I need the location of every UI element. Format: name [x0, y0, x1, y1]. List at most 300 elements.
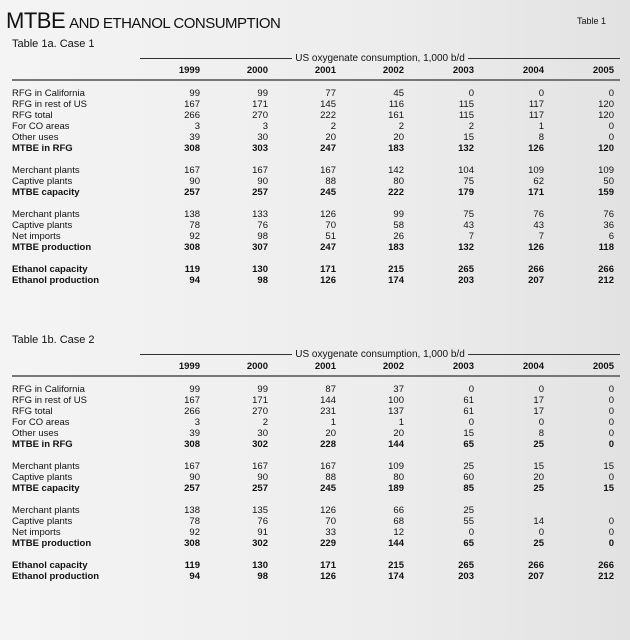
- title-main: MTBE: [6, 8, 66, 33]
- column-header-2000: 2000: [246, 65, 268, 76]
- row-value-2002: 137: [388, 406, 404, 417]
- row-value-2005: 0: [608, 406, 614, 417]
- row-value-2004: 25: [533, 439, 544, 450]
- row-value-2001: 145: [320, 99, 336, 110]
- row-value-2000: 30: [257, 132, 268, 143]
- row-value-2003: 0: [468, 384, 474, 395]
- row-value-2001: 51: [325, 231, 336, 242]
- row-value-2003: 265: [458, 560, 474, 571]
- row-label: MTBE in RFG: [12, 439, 73, 450]
- row-value-2005: 76: [603, 209, 614, 220]
- spanner-rule: [140, 58, 292, 59]
- row-value-2003: 0: [468, 88, 474, 99]
- row-value-2002: 37: [393, 384, 404, 395]
- table-row: [0, 428, 630, 439]
- row-value-2000: 270: [252, 406, 268, 417]
- row-label: Captive plants: [12, 472, 73, 483]
- row-value-2003: 43: [463, 220, 474, 231]
- row-value-2000: 76: [257, 516, 268, 527]
- row-value-2003: 25: [463, 461, 474, 472]
- header-rule: [12, 79, 620, 81]
- row-value-2002: 12: [393, 527, 404, 538]
- row-value-2003: 15: [463, 132, 474, 143]
- row-value-2000: 257: [252, 187, 268, 198]
- row-value-2004: 15: [533, 461, 544, 472]
- table-row: [0, 439, 630, 450]
- row-value-2000: 171: [252, 395, 268, 406]
- row-value-2001: 33: [325, 527, 336, 538]
- row-value-2005: 0: [608, 88, 614, 99]
- row-label: Captive plants: [12, 516, 73, 527]
- row-value-2004: 7: [538, 231, 544, 242]
- row-value-1999: 99: [189, 88, 200, 99]
- row-value-2000: 76: [257, 220, 268, 231]
- row-value-2000: 130: [252, 264, 268, 275]
- row-value-2004: 117: [528, 110, 544, 121]
- row-value-1999: 138: [184, 209, 200, 220]
- row-value-2003: 25: [463, 505, 474, 516]
- row-value-2003: 7: [468, 231, 474, 242]
- row-value-2000: 171: [252, 99, 268, 110]
- row-value-2004: 207: [528, 571, 544, 582]
- row-value-2005: 120: [598, 143, 614, 154]
- row-value-2001: 171: [320, 264, 336, 275]
- row-value-2003: 265: [458, 264, 474, 275]
- row-value-1999: 92: [189, 231, 200, 242]
- row-value-2004: 266: [528, 264, 544, 275]
- table-caption: Table 1b. Case 2: [12, 334, 95, 346]
- row-value-1999: 99: [189, 384, 200, 395]
- row-label: Other uses: [12, 428, 59, 439]
- row-label: MTBE capacity: [12, 187, 80, 198]
- row-value-2000: 303: [252, 143, 268, 154]
- row-value-2004: 17: [533, 395, 544, 406]
- row-value-2005: 36: [603, 220, 614, 231]
- row-value-2001: 247: [320, 242, 336, 253]
- spanner-label: US oxygenate consumption, 1,000 b/d: [295, 52, 465, 64]
- row-value-2001: 126: [320, 571, 336, 582]
- row-value-2005: 0: [608, 516, 614, 527]
- row-value-2001: 126: [320, 209, 336, 220]
- table-row: [0, 483, 630, 494]
- row-value-2003: 115: [458, 110, 474, 121]
- row-value-2002: 68: [393, 516, 404, 527]
- row-value-2001: 126: [320, 505, 336, 516]
- row-value-2004: 25: [533, 538, 544, 549]
- row-value-2003: 60: [463, 472, 474, 483]
- table-row: [0, 571, 630, 582]
- row-value-2003: 132: [458, 242, 474, 253]
- row-value-2002: 1: [398, 417, 404, 428]
- row-value-2004: 76: [533, 209, 544, 220]
- row-value-2005: 0: [608, 384, 614, 395]
- table-row: [0, 527, 630, 538]
- row-value-2002: 26: [393, 231, 404, 242]
- title-rest: AND ETHANOL CONSUMPTION: [69, 15, 281, 32]
- row-value-2002: 100: [388, 395, 404, 406]
- row-value-2000: 98: [257, 571, 268, 582]
- row-value-2004: 126: [528, 143, 544, 154]
- row-value-2003: 179: [458, 187, 474, 198]
- row-label: For CO areas: [12, 121, 70, 132]
- row-value-2002: 215: [388, 560, 404, 571]
- row-value-2003: 75: [463, 176, 474, 187]
- row-value-2002: 20: [393, 428, 404, 439]
- row-value-2004: 43: [533, 220, 544, 231]
- table-row: [0, 176, 630, 187]
- row-value-2001: 228: [320, 439, 336, 450]
- row-value-2002: 215: [388, 264, 404, 275]
- column-spanner: [140, 52, 620, 64]
- row-value-2001: 126: [320, 275, 336, 286]
- row-label: Ethanol production: [12, 275, 100, 286]
- row-value-2003: 115: [458, 99, 474, 110]
- row-value-2004: 0: [538, 88, 544, 99]
- table-row: [0, 461, 630, 472]
- row-label: Net imports: [12, 231, 61, 242]
- table-row: [0, 99, 630, 110]
- row-value-2004: 14: [533, 516, 544, 527]
- row-value-2004: 1: [538, 121, 544, 132]
- row-value-2003: 55: [463, 516, 474, 527]
- row-value-2001: 247: [320, 143, 336, 154]
- table-row: [0, 560, 630, 571]
- row-value-2005: 15: [603, 483, 614, 494]
- row-value-2001: 171: [320, 560, 336, 571]
- row-value-1999: 167: [184, 99, 200, 110]
- table-row: [0, 472, 630, 483]
- row-value-1999: 167: [184, 165, 200, 176]
- row-value-1999: 138: [184, 505, 200, 516]
- column-header-1999: 1999: [178, 361, 200, 372]
- table-row: [0, 538, 630, 549]
- column-header-2005: 2005: [592, 65, 614, 76]
- row-value-2002: 20: [393, 132, 404, 143]
- table-row: [0, 220, 630, 231]
- row-value-2001: 229: [320, 538, 336, 549]
- row-value-2005: 212: [598, 571, 614, 582]
- row-value-2005: 0: [608, 417, 614, 428]
- row-value-2004: 25: [533, 483, 544, 494]
- row-value-1999: 92: [189, 527, 200, 538]
- row-label: RFG in California: [12, 88, 85, 99]
- row-value-1999: 119: [184, 264, 200, 275]
- row-value-2001: 70: [325, 220, 336, 231]
- row-label: Other uses: [12, 132, 59, 143]
- row-value-1999: 90: [189, 176, 200, 187]
- row-value-2001: 70: [325, 516, 336, 527]
- row-value-2004: 109: [528, 165, 544, 176]
- row-value-2000: 91: [257, 527, 268, 538]
- row-value-2005: 0: [608, 538, 614, 549]
- row-label: MTBE capacity: [12, 483, 80, 494]
- row-value-2002: 142: [388, 165, 404, 176]
- table-row: [0, 406, 630, 417]
- row-value-2000: 99: [257, 88, 268, 99]
- row-value-2003: 65: [463, 538, 474, 549]
- row-value-2005: 0: [608, 132, 614, 143]
- row-value-2001: 87: [325, 384, 336, 395]
- row-value-2002: 183: [388, 143, 404, 154]
- row-value-1999: 308: [184, 143, 200, 154]
- row-value-1999: 94: [189, 571, 200, 582]
- row-label: Captive plants: [12, 220, 73, 231]
- row-value-2000: 167: [252, 165, 268, 176]
- row-value-2003: 0: [468, 417, 474, 428]
- row-value-1999: 167: [184, 395, 200, 406]
- row-label: Merchant plants: [12, 461, 80, 472]
- row-label: Merchant plants: [12, 165, 80, 176]
- row-value-2003: 61: [463, 395, 474, 406]
- row-value-1999: 39: [189, 428, 200, 439]
- row-value-2000: 135: [252, 505, 268, 516]
- row-value-1999: 119: [184, 560, 200, 571]
- table-row: [0, 275, 630, 286]
- row-value-1999: 266: [184, 406, 200, 417]
- column-header-2000: 2000: [246, 361, 268, 372]
- row-label: RFG total: [12, 406, 53, 417]
- column-header-2004: 2004: [522, 361, 544, 372]
- row-value-2000: 99: [257, 384, 268, 395]
- table-caption: Table 1a. Case 1: [12, 38, 95, 50]
- row-value-2002: 222: [388, 187, 404, 198]
- row-label: Merchant plants: [12, 505, 80, 516]
- row-label: Ethanol capacity: [12, 560, 88, 571]
- row-value-2002: 189: [388, 483, 404, 494]
- row-value-2002: 109: [388, 461, 404, 472]
- row-value-2003: 15: [463, 428, 474, 439]
- row-value-2005: 120: [598, 99, 614, 110]
- row-value-2001: 231: [320, 406, 336, 417]
- row-value-2005: 0: [608, 428, 614, 439]
- row-label: RFG total: [12, 110, 53, 121]
- row-value-1999: 257: [184, 187, 200, 198]
- row-value-2005: 120: [598, 110, 614, 121]
- row-label: Net imports: [12, 527, 61, 538]
- table-row: [0, 187, 630, 198]
- row-value-2000: 257: [252, 483, 268, 494]
- row-label: MTBE in RFG: [12, 143, 73, 154]
- row-value-2004: 117: [528, 99, 544, 110]
- row-value-2003: 85: [463, 483, 474, 494]
- row-value-2004: 8: [538, 428, 544, 439]
- row-value-2000: 98: [257, 275, 268, 286]
- table-row: [0, 505, 630, 516]
- row-value-2001: 222: [320, 110, 336, 121]
- row-value-2002: 161: [388, 110, 404, 121]
- table-tag: Table 1: [576, 16, 606, 26]
- row-value-2001: 20: [325, 428, 336, 439]
- table-row: [0, 231, 630, 242]
- row-value-2000: 90: [257, 176, 268, 187]
- row-value-1999: 308: [184, 242, 200, 253]
- row-value-2001: 245: [320, 483, 336, 494]
- table-row: [0, 143, 630, 154]
- table-row: [0, 395, 630, 406]
- row-value-2003: 203: [458, 571, 474, 582]
- row-value-2002: 66: [393, 505, 404, 516]
- row-value-2000: 307: [252, 242, 268, 253]
- row-label: Ethanol production: [12, 571, 100, 582]
- table-row: [0, 88, 630, 99]
- row-value-2004: 0: [538, 417, 544, 428]
- row-value-2001: 167: [320, 165, 336, 176]
- column-header-2001: 2001: [314, 65, 336, 76]
- row-value-1999: 257: [184, 483, 200, 494]
- row-value-2002: 116: [388, 99, 404, 110]
- row-value-2003: 132: [458, 143, 474, 154]
- table-row: [0, 110, 630, 121]
- row-value-2005: 0: [608, 527, 614, 538]
- row-value-2002: 58: [393, 220, 404, 231]
- row-value-2000: 302: [252, 439, 268, 450]
- row-value-2000: 302: [252, 538, 268, 549]
- row-label: MTBE production: [12, 538, 92, 549]
- row-value-1999: 90: [189, 472, 200, 483]
- row-value-2000: 133: [252, 209, 268, 220]
- row-value-2005: 266: [598, 560, 614, 571]
- table-row: [0, 516, 630, 527]
- row-value-2003: 61: [463, 406, 474, 417]
- column-header-2003: 2003: [452, 65, 474, 76]
- row-value-1999: 167: [184, 461, 200, 472]
- column-header-2004: 2004: [522, 65, 544, 76]
- table-row: [0, 384, 630, 395]
- table-row: [0, 242, 630, 253]
- row-value-2002: 45: [393, 88, 404, 99]
- spanner-label: US oxygenate consumption, 1,000 b/d: [295, 348, 465, 360]
- row-value-2002: 174: [388, 571, 404, 582]
- row-value-2003: 104: [458, 165, 474, 176]
- row-value-2002: 144: [388, 538, 404, 549]
- row-label: For CO areas: [12, 417, 70, 428]
- row-value-2005: 0: [608, 439, 614, 450]
- row-value-2001: 20: [325, 132, 336, 143]
- row-label: Merchant plants: [12, 209, 80, 220]
- row-value-2000: 90: [257, 472, 268, 483]
- row-value-2004: 17: [533, 406, 544, 417]
- table-row: [0, 121, 630, 132]
- row-value-2005: 118: [598, 242, 614, 253]
- row-value-2000: 270: [252, 110, 268, 121]
- row-value-2002: 183: [388, 242, 404, 253]
- row-value-2003: 75: [463, 209, 474, 220]
- row-value-2000: 130: [252, 560, 268, 571]
- spanner-rule: [140, 354, 292, 355]
- row-value-2003: 65: [463, 439, 474, 450]
- spanner-rule: [468, 58, 620, 59]
- row-value-2004: 0: [538, 384, 544, 395]
- row-value-2004: 126: [528, 242, 544, 253]
- header-rule: [12, 375, 620, 377]
- column-header-2001: 2001: [314, 361, 336, 372]
- row-label: Ethanol capacity: [12, 264, 88, 275]
- row-value-2003: 0: [468, 527, 474, 538]
- row-value-2002: 2: [398, 121, 404, 132]
- row-value-2004: 8: [538, 132, 544, 143]
- row-value-2004: 266: [528, 560, 544, 571]
- row-value-2005: 50: [603, 176, 614, 187]
- column-header-2002: 2002: [382, 65, 404, 76]
- column-header-2002: 2002: [382, 361, 404, 372]
- table-row: [0, 132, 630, 143]
- row-value-2004: 62: [533, 176, 544, 187]
- row-value-2001: 245: [320, 187, 336, 198]
- row-value-2005: 0: [608, 472, 614, 483]
- row-value-2005: 6: [608, 231, 614, 242]
- row-label: MTBE production: [12, 242, 92, 253]
- row-value-2005: 0: [608, 121, 614, 132]
- row-value-2005: 109: [598, 165, 614, 176]
- row-value-2005: 159: [598, 187, 614, 198]
- row-value-2000: 2: [262, 417, 268, 428]
- row-value-1999: 266: [184, 110, 200, 121]
- row-value-1999: 78: [189, 516, 200, 527]
- row-label: RFG in rest of US: [12, 395, 87, 406]
- row-value-2001: 144: [320, 395, 336, 406]
- row-label: Captive plants: [12, 176, 73, 187]
- row-value-2001: 1: [330, 417, 336, 428]
- column-header-2005: 2005: [592, 361, 614, 372]
- table-row: [0, 209, 630, 220]
- row-label: RFG in California: [12, 384, 85, 395]
- table-row: [0, 417, 630, 428]
- row-value-2002: 80: [393, 472, 404, 483]
- row-value-2002: 99: [393, 209, 404, 220]
- column-header-row: [0, 65, 630, 76]
- row-value-2002: 174: [388, 275, 404, 286]
- row-value-2000: 167: [252, 461, 268, 472]
- row-value-2005: 0: [608, 395, 614, 406]
- document-title: [6, 8, 280, 34]
- row-value-2004: 20: [533, 472, 544, 483]
- row-value-2001: 167: [320, 461, 336, 472]
- column-header-1999: 1999: [178, 65, 200, 76]
- row-value-1999: 3: [194, 121, 200, 132]
- row-value-1999: 39: [189, 132, 200, 143]
- table-row: [0, 165, 630, 176]
- row-value-2005: 266: [598, 264, 614, 275]
- row-value-2004: 0: [538, 527, 544, 538]
- row-value-2000: 3: [262, 121, 268, 132]
- row-value-1999: 308: [184, 538, 200, 549]
- column-header-2003: 2003: [452, 361, 474, 372]
- row-value-2001: 88: [325, 176, 336, 187]
- row-value-2005: 212: [598, 275, 614, 286]
- row-value-2001: 2: [330, 121, 336, 132]
- row-value-2003: 2: [468, 121, 474, 132]
- row-value-1999: 94: [189, 275, 200, 286]
- row-value-2004: 207: [528, 275, 544, 286]
- spanner-rule: [468, 354, 620, 355]
- row-value-2002: 80: [393, 176, 404, 187]
- row-value-2000: 30: [257, 428, 268, 439]
- row-value-2001: 77: [325, 88, 336, 99]
- row-value-2003: 203: [458, 275, 474, 286]
- column-header-row: [0, 361, 630, 372]
- row-value-2000: 98: [257, 231, 268, 242]
- table-row: [0, 264, 630, 275]
- row-value-1999: 78: [189, 220, 200, 231]
- row-value-2005: 15: [603, 461, 614, 472]
- row-value-2004: 171: [528, 187, 544, 198]
- column-spanner: [140, 348, 620, 360]
- row-label: RFG in rest of US: [12, 99, 87, 110]
- row-value-2001: 88: [325, 472, 336, 483]
- row-value-2002: 144: [388, 439, 404, 450]
- row-value-1999: 3: [194, 417, 200, 428]
- row-value-1999: 308: [184, 439, 200, 450]
